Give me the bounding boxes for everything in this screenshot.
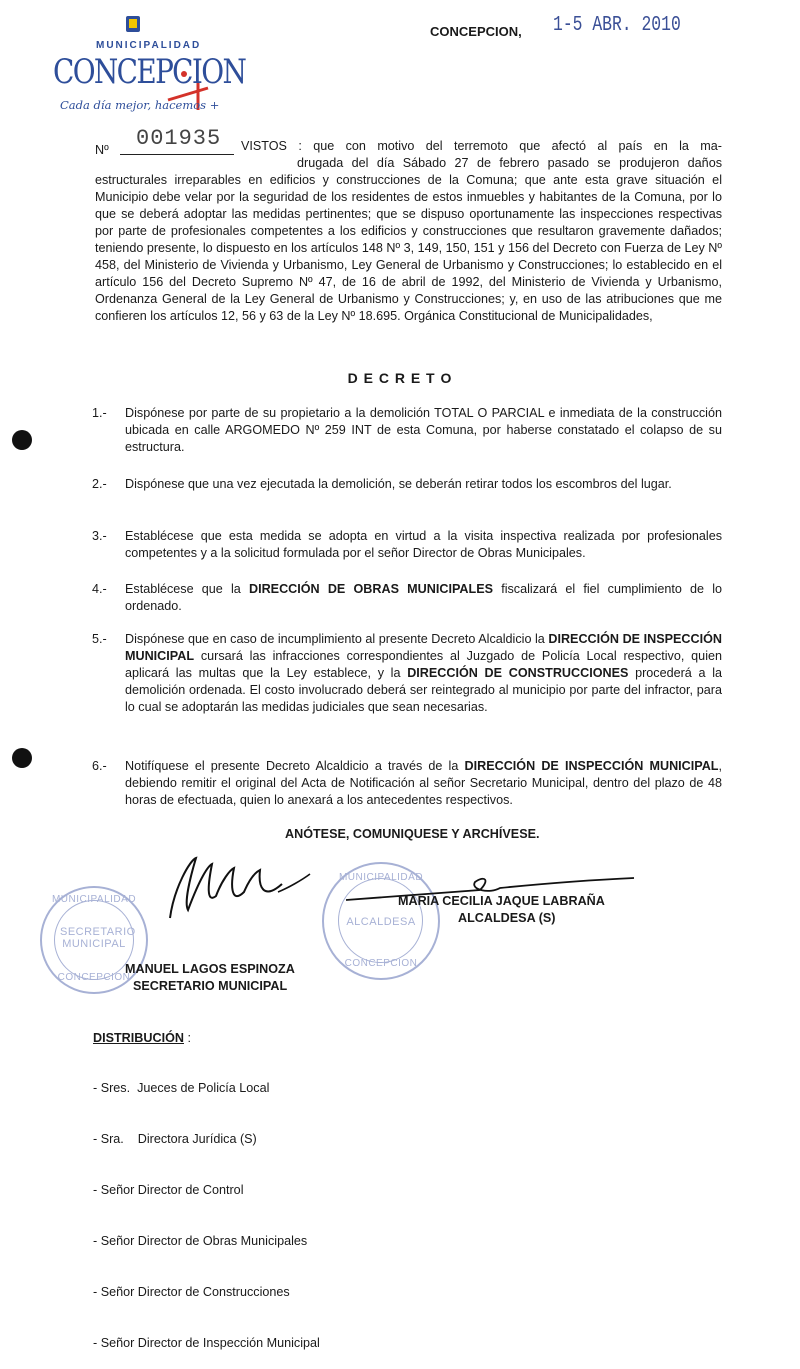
item-text-part: Dispónese que en caso de incumplimiento al presente Decreto Alcaldicio la [125, 632, 549, 646]
item-text [125, 476, 722, 493]
municipality-logo [48, 14, 246, 122]
decree-number-line [120, 126, 234, 155]
item-text [125, 581, 722, 615]
item-text-part: fiscalizará el fiel cumplimiento de lo ordenado. [125, 582, 723, 613]
item-text [125, 405, 722, 456]
decree-number: 001935 [136, 126, 222, 151]
item-text-part-bold: DIRECCIÓN DE OBRAS MUNICIPALES [248, 582, 494, 596]
seal-center: SECRETARIO MUNICIPAL [60, 926, 136, 950]
vistos-first-line: VISTOS : que con motivo del terremoto que afectó al país en la ma- [241, 139, 722, 153]
seal-ring-bottom: CONCEPCION [344, 958, 418, 969]
distribution-title: DISTRIBUCIÓN [93, 1031, 184, 1045]
distribution-title-suffix: : [183, 1031, 191, 1045]
item-number: 5.- [92, 632, 107, 646]
distribution-item: - Señor Director de Construcciones [93, 1285, 290, 1299]
seal-ring-bottom: CONCEPCION [57, 972, 131, 983]
distribution-item: - Sra. Directora Jurídica (S) [93, 1132, 257, 1146]
item-text-part-bold: DIRECCIÓN DE CONSTRUCCIONES [407, 666, 629, 680]
logo-name: CONCEPCION [53, 52, 246, 92]
punch-hole [12, 748, 32, 768]
item-text [125, 528, 722, 562]
item-text-part: Dispónese que una vez ejecutada la demolición, se deberán retirar todos los escombros del lugar. [125, 477, 672, 491]
closing-phrase: ANÓTESE, COMUNIQUESE Y ARCHÍVESE. [285, 827, 540, 841]
logo-top-text: MUNICIPALIDAD [96, 40, 202, 51]
decree-number-label: Nº [95, 143, 109, 157]
item-text [125, 631, 722, 716]
item-text-part: procederá a la demolición ordenada. El costo involucrado deberá ser reintegrado al municipio por parte del infractor, para lo cual se adoptarán las medidas judiciales que sean necesarias. [125, 666, 722, 714]
item-text-part: Establécese que esta medida se adopta en virtud a la visita inspectiva realizada por profesionales competentes y a la solicitud formulada por el señor Director de Obras Municipales. [125, 529, 722, 560]
item-text-part-bold: DIRECCIÓN DE INSPECCIÓN MUNICIPAL [125, 632, 722, 663]
distribution-item: - Señor Director de Obras Municipales [93, 1234, 308, 1248]
item-number: 6.- [92, 759, 107, 773]
secretary-seal [40, 886, 148, 994]
distribution-list [93, 1046, 320, 1369]
item-number: 4.- [92, 582, 107, 596]
mayor-name: MARIA CECILIA JAQUE LABRAÑA [398, 894, 605, 908]
distribution-item: - Señor Director de Control [93, 1183, 244, 1197]
item-text-part: Establécese que la [125, 582, 249, 596]
distribution-heading [93, 1030, 191, 1047]
mayor-title: ALCALDESA (S) [458, 911, 556, 925]
seal-center: ALCALDESA [346, 916, 416, 928]
decreto-title: D E C R E T O [347, 370, 453, 386]
item-text-part: Dispónese por parte de su propietario a la demolición TOTAL O PARCIAL e inmediata de la construcción ubicada en calle ARGOMEDO Nº 259 INT de esta Comuna, por haberse constatado el colapso de su estructura. [125, 406, 722, 454]
seal-ring-top: MUNICIPALIDAD [338, 872, 424, 883]
item-text [125, 758, 722, 809]
date-stamp: 1-5 ABR. 2010 [553, 14, 681, 37]
item-text-part: cursará las infracciones correspondientes al Juzgado de Policía Local respectivo, quien aplicará las multas que la Ley establece, y la [125, 649, 722, 680]
distribution-item: - Señor Director de Inspección Municipal [93, 1336, 320, 1350]
secretary-signature [160, 848, 330, 928]
punch-hole [12, 430, 32, 450]
item-text-part: , debiendo remitir el original del Acta de Notificación al señor Secretario Municipal, dentro del plazo de 48 horas de efectuada, quien lo anexará a los antecedentes respectivos. [125, 759, 723, 807]
distribution-item: - Sres. Jueces de Policía Local [93, 1081, 270, 1095]
item-number: 1.- [92, 406, 107, 420]
vistos-body: drugada del día Sábado 27 de febrero pasado se produjeron daños estructurales irreparables en edificios y construcciones de la Comuna; que ante esta grave situación el Municipio debe velar por la seguridad de los residentes de estos inmuebles y habitantes de la Comuna, por lo que se deberá adoptar las medidas pertinentes; que se dispuso oportunamente las inspecciones respectivas por parte de profesionales competentes a los edificios y construcciones que resultaron gravemente dañados; teniendo presente, lo dispuesto en los artículos 148 Nº 3, 149, 150, 151 y 156 del Decreto con Fuerza de Ley Nº 458, del Ministerio de Vivienda y Urbanismo, Ley General de Urbanismo y Construcciones; lo establecido en el artículo 156 del Decreto Supremo Nº 47, de 16 de abril de 1992, del Ministerio de Vivienda y Urbanismo, Ordenanza General de la Ley General de Urbanismo y Construcciones; y, en uso de las atribuciones que me confieren los artículos 12, 56 y 63 de la Ley Nº 18.695. Orgánica Constitucional de Municipalidades, [95, 156, 722, 323]
secretary-title: SECRETARIO MUNICIPAL [133, 979, 288, 993]
logo-slogan: Cada día mejor, hacemos + [60, 98, 220, 112]
item-text-part: Notifíquese el presente Decreto Alcaldicio a través de la [125, 759, 465, 773]
seal-ring-top: MUNICIPALIDAD [51, 894, 137, 905]
document-place: CONCEPCION, [430, 24, 522, 39]
item-number: 3.- [92, 529, 107, 543]
item-text-part-bold: DIRECCIÓN DE INSPECCIÓN MUNICIPAL [464, 759, 719, 773]
secretary-name: MANUEL LAGOS ESPINOZA [125, 962, 295, 976]
item-number: 2.- [92, 477, 107, 491]
